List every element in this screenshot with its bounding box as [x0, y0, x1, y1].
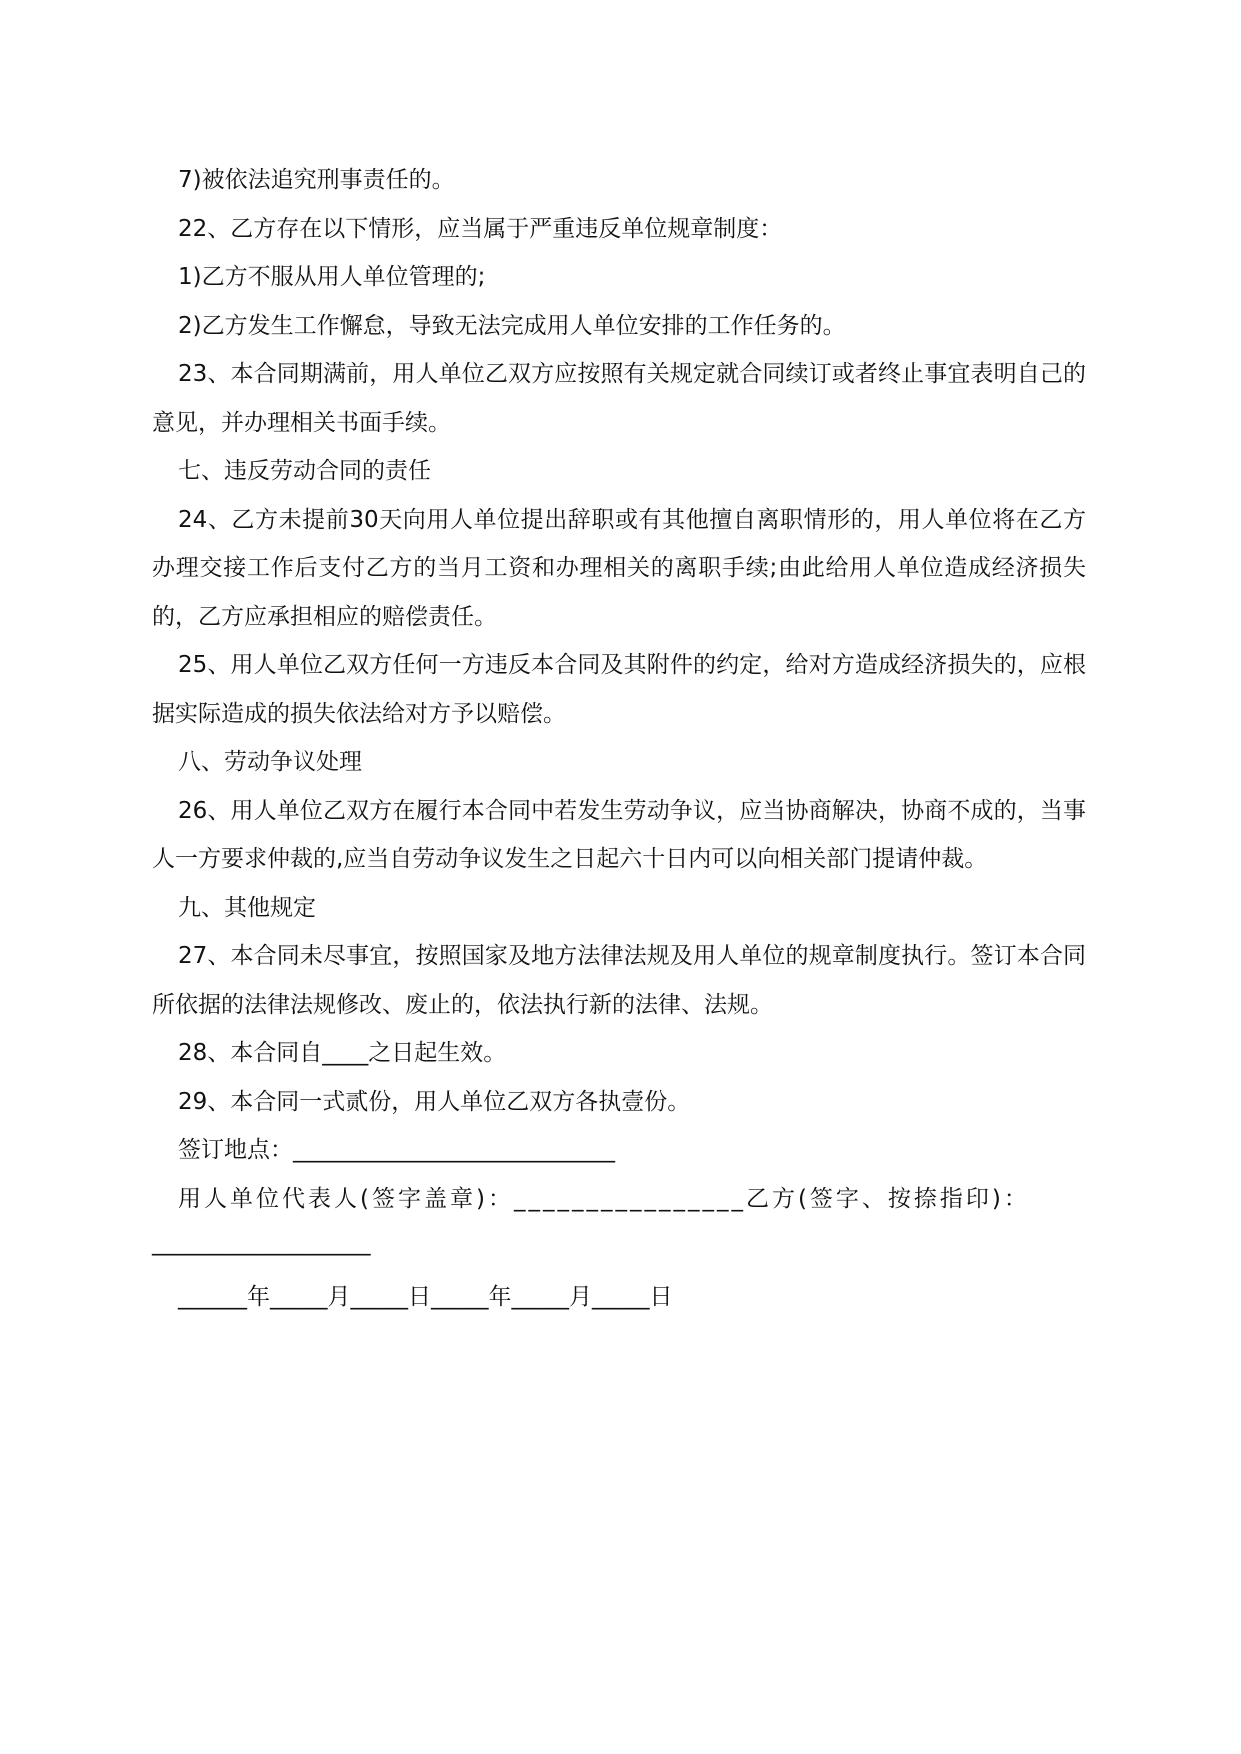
paragraph-item-7: 7)被依法追究刑事责任的。: [178, 167, 455, 193]
paragraph-clause-22-item-1: 1)乙方不服从用人单位管理的;: [178, 264, 486, 290]
paragraph-clause-29: 29、本合同一式贰份，用人单位乙双方各执壹份。: [178, 1088, 691, 1115]
signature-line: 用人单位代表人(签字盖章)：________________乙方(签字、按捺指印)：: [178, 1185, 1030, 1212]
section-heading-9: 九、其他规定: [178, 894, 316, 921]
signing-place: 签订地点：____________________________: [178, 1137, 615, 1163]
paragraph-clause-23: 23、本合同期满前，用人单位乙双方应按照有关规定就合同续订或者终止事宜表明自己的意见，并办理相关书面手续。: [152, 361, 1086, 436]
section-heading-7: 七、违反劳动合同的责任: [178, 458, 431, 484]
paragraph-clause-24: 24、乙方未提前30天向用人单位提出辞职或有其他擅自离职情形的，用人单位将在乙方办理交接工作后支付乙方的当月工资和办理相关的离职手续;由此给用人单位造成经济损失的，乙方应承担相应的赔偿责任。: [152, 506, 1086, 630]
signature-blank: ___________________: [152, 1230, 371, 1256]
document-body: [152, 156, 1086, 1322]
paragraph-clause-26: 26、用人单位乙双方在履行本合同中若发生劳动争议，应当协商解决，协商不成的，当事人一方要求仲裁的,应当自劳动争议发生之日起六十日内可以向相关部门提请仲裁。: [152, 797, 1086, 872]
paragraph-clause-25: 25、用人单位乙双方任何一方违反本合同及其附件的约定，给对方造成经济损失的，应根据实际造成的损失依法给对方予以赔偿。: [152, 652, 1086, 727]
paragraph-clause-28: 28、本合同自____之日起生效。: [178, 1040, 507, 1066]
paragraph-clause-27: 27、本合同未尽事宜，按照国家及地方法律法规及用人单位的规章制度执行。签订本合同所依据的法律法规修改、废止的，依法执行新的法律、法规。: [152, 943, 1086, 1018]
section-heading-8: 八、劳动争议处理: [178, 749, 362, 775]
paragraph-clause-22: 22、乙方存在以下情形，应当属于严重违反单位规章制度：: [178, 215, 783, 242]
paragraph-clause-22-item-2: 2)乙方发生工作懈怠，导致无法完成用人单位安排的工作任务的。: [178, 312, 846, 339]
date-line: ______年_____月_____日_____年_____月_____日: [178, 1284, 673, 1310]
